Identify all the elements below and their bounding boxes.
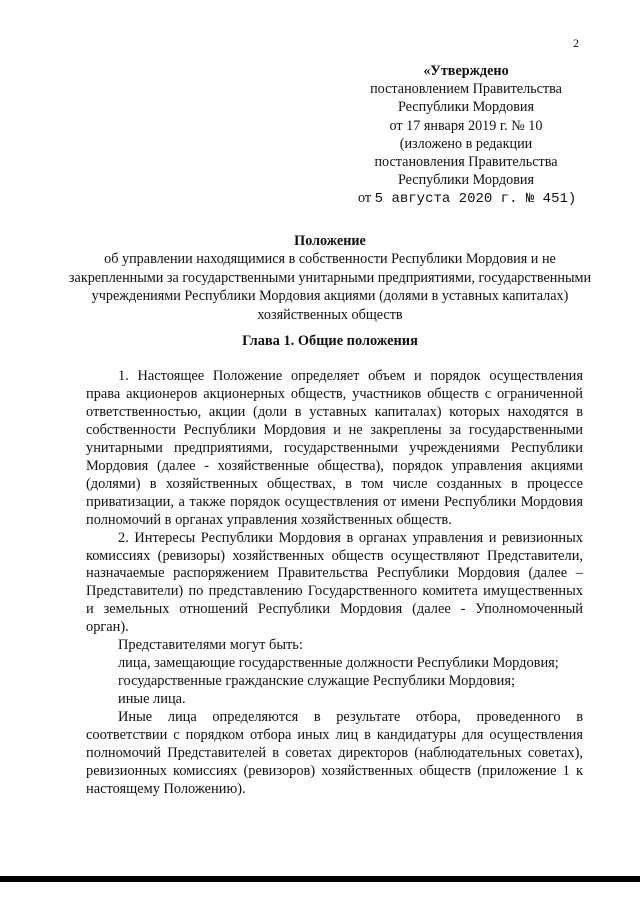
paragraph-1: 1. Настоящее Положение определяет объем и порядок осуществления права акционеров акционерных обществ, участников обществ с ограниченной ответственностью, акции (доли в уставных капиталах) которых находятся в собственности Республики Мордовия и не закреплены за государственными унитарными предприятиями, государственными учреждениями Республики Мордовия (далее - хозяйственные общества), порядок управления акциями (долями) в хозяйственных обществах, в том числе созданных в процессе приватизации, а также порядок осуществления от имени Республики Мордовия полномочий в органах управления хозяйственных обществ. xyxy=(86,368,583,528)
approval-line-3: Республики Мордовия xyxy=(397,99,535,116)
document-title xyxy=(60,232,600,324)
approval-stamp xyxy=(358,62,577,209)
title-main: Положение xyxy=(294,233,366,249)
scan-border-line xyxy=(0,876,640,882)
paragraph-2: 2. Интересы Республики Мордовия в органах управления и ревизионных комиссиях (ревизоры) хозяйственных обществ осуществляют Представители, назначаемые распоряжением Правительства Республики Мордовия (далее – Представители) по представлению Государственного комитета имущественных и земельных отношений Республики Мордовия (далее - Уполномоченный орган). xyxy=(86,529,583,636)
list-item: лица, замещающие государственные должности Республики Мордовия; xyxy=(118,655,559,672)
list-item: государственные гражданские служащие Республики Мордовия; xyxy=(118,673,515,690)
chapter-heading: Глава 1. Общие положения xyxy=(242,333,418,349)
page-number: 2 xyxy=(573,36,579,50)
paragraph-other-persons: Иные лица определяются в результате отбора, проведенного в соответствии с порядком отбора иных лиц в кандидатуры для осуществления полномочий Представителей в советах директоров (наблюдательных советах), ревизионных комиссиях (ревизоров) хозяйственных обществ (приложение 1 к настоящему Положению). xyxy=(86,709,583,797)
title-subtitle: об управлении находящимися в собственности Республики Мордовия и не закрепленными за государственными унитарными предприятиями, государственными учреждениями Республики Мордовия акциями (долями в уставных капиталах) хозяйственных обществ xyxy=(68,251,592,323)
representatives-intro: Представителями могут быть: xyxy=(118,637,303,654)
approval-line-2: постановлением Правительства xyxy=(370,81,562,98)
list-item: иные лица. xyxy=(118,691,186,708)
approval-date-line xyxy=(358,189,577,208)
approval-date-value: 5 августа 2020 г. № 451) xyxy=(374,191,577,208)
document-body xyxy=(86,368,583,799)
approval-line-4: от 17 января 2019 г. № 10 xyxy=(389,117,543,134)
approval-line-6: постановления Правительства xyxy=(374,154,558,171)
approval-line-7: Республики Мордовия xyxy=(397,172,535,189)
approval-date-prefix: от xyxy=(358,190,372,207)
approval-line-5: (изложено в редакции xyxy=(399,135,533,152)
approval-line-1: «Утверждено xyxy=(423,63,509,79)
